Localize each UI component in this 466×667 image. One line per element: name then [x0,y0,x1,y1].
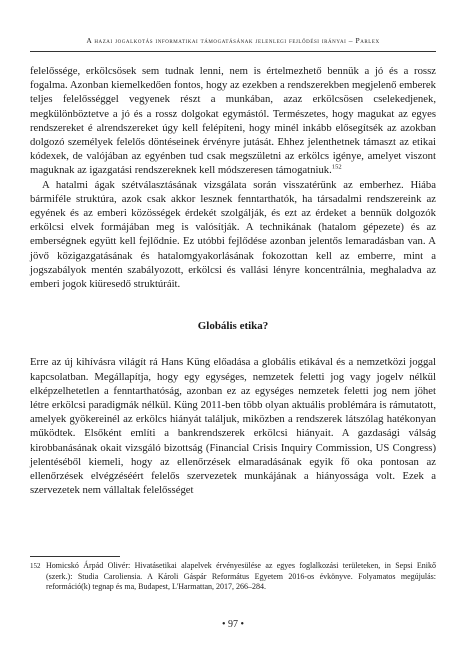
header-rule [30,51,436,52]
paragraph-1 [30,64,436,178]
paragraph-1-text: felelőssége, erkölcsösek sem tudnak lenni, nem is értelmezhető bennük a jó és a rossz fogalma. Azonban kiemelkedően fontos, hogy az ezekben a rendszerekben megjelenő emberek teljes felelősséggel vegyenek részt a munkában, azaz erkölcsösen cselekedjenek, megkülönböztetve a jó és a rossz dolgokat egymástól. Természetes, hogy magukat az egyes rendszereket é alrendszereket úgy kell felépíteni, hogy minél inkább elősegítsék az azokban dolgozó személyek felelős döntéseinek érvényre jutását. Ehhez jelenthetnek támaszt az etikai kódexek, de valójában az egyénben tud csak megszületni az erkölcs igénye, amelyet viszont maguknak az igazgatási rendszereknek kell módszeresen támogatniuk. [30,65,436,177]
section-heading: Globális etika? [197,320,269,333]
footnote-reference: 152 [331,163,342,171]
body-text [30,64,436,497]
footnote-number: 152 [30,562,41,570]
paragraph-3: Erre az új kihívásra világít rá Hans Küng előadása a globális etikával és a nemzetközi joggal kapcsolatban. Megállapítja, hogy egy egységes, nemzetek feletti jog vagy jogelv nélkül elképzelhetetlen a fenntarthatóság, azonban ez az egységes nemzetek feletti jog nem jöhet létre erkölcsi paradigmák nélkül. Küng 2011-ben több olyan aktuális problémára is rámutatott, amelyek gyökereinél az erkölcs hiányát találjuk, miközben a rendszerek látszólag hatékonyan működtek. Elsőként említi a bankrendszerek erkölcsi hiányait. A gazdasági válság kirobbanásának okait vizsgáló bizottság (Financial Crisis Inquiry Commission, US Congress) jelentéséből kiemeli, hogy az ellenőrzések elmaradásának egyik fő oka pontosan az ellenőrzések elvégzéséért felelős szervezetek munkájának a hiányossága volt. Ezek a szervezetek nem vállaltak felelősséget [30,356,436,497]
footnote-rule [30,556,120,557]
running-header: A hazai jogalkotás informatikai támogatásának jelenlegi fejlődési irányai – Parlex [86,36,380,45]
paragraph-2: A hatalmi ágak szétválasztásának vizsgálata során visszatérünk az emberhez. Hiába bármiféle struktúra, azok csak akkor lesznek fenntarthatók, ha társadalmi rendszereink az egyének és az emberi közösségek érdekét szolgálják, és ezt az érdeket a bennük dolgozók erkölcsi elvek formájában meg is valósítják. A technikának (hatalom gépezete) és az emberségnek együtt kell fejlődnie. Ez utóbbi fejlődése azonban jelentős lemaradásban van. A jövő közigazgatásának és hatalomgyakorlásának fokozottan kell az emberre, mint a jogszabályok mentén szabályozott, erkölcsi és vallási lényre koncentrálnia, meghaladva az emberi jogok kiüresedő struktúráit. [30,178,436,291]
footnote [30,561,436,593]
page-number: • 97 • [221,619,244,630]
footnote-text: Homicskó Árpád Olivér: Hivatásetikai alapelvek érvényesülése az egyes foglalkozási területeken, in Sepsi Enikő (szerk.): Studia Caroliensia. A Károli Gáspár Református Egyetem 2016-os évkönyve. Folyamatos megújulás: reformáció(k) tegnap és ma, Budapest, L'Harmattan, 2017, 266–284. [46,561,436,592]
